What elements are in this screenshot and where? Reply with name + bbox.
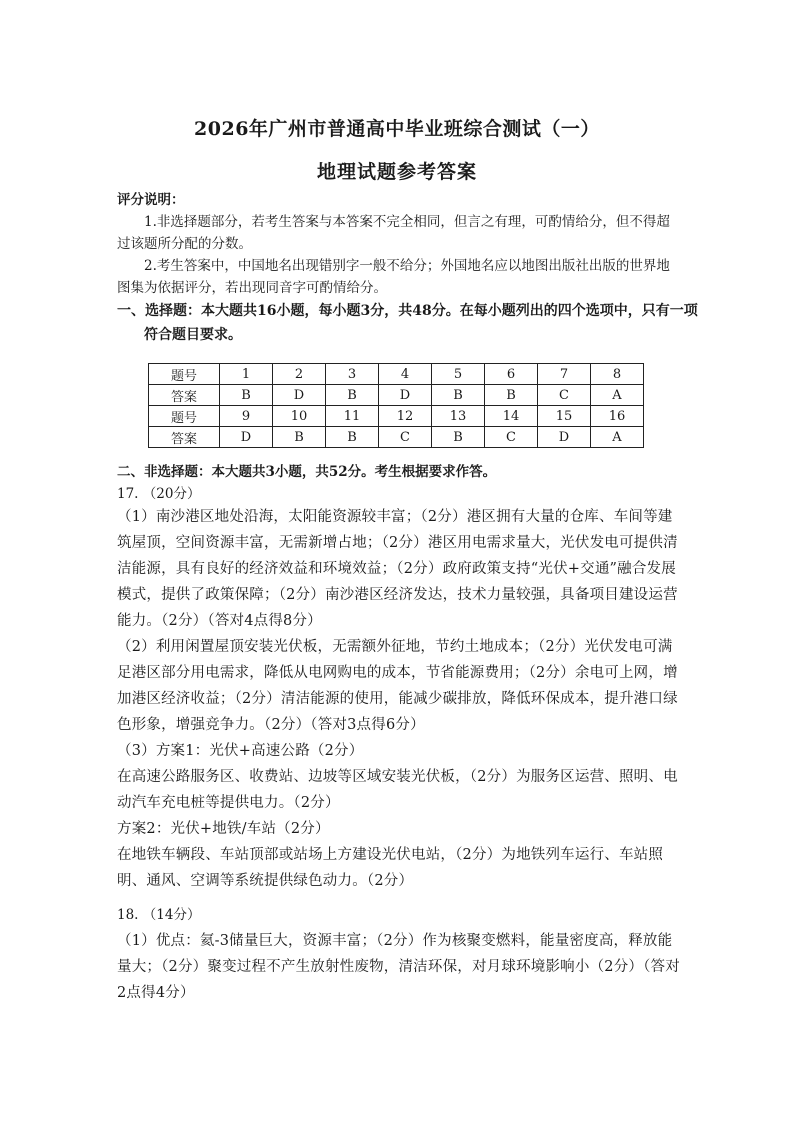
q18-number: 18. （14分）	[117, 907, 201, 923]
table-cell: 15	[538, 406, 591, 427]
table-cell: D	[220, 427, 273, 448]
page-title: 2026年广州市普通高中毕业班综合测试（一）	[194, 118, 600, 140]
table-cell: 1	[220, 364, 273, 385]
table-cell: 13	[432, 406, 485, 427]
scoring-item-1: 1.非选择题部分，若考生答案与本答案不完全相同，但言之有理，可酌情给分，但不得超过该题所分配的分数。	[117, 214, 670, 252]
q17-answers	[117, 504, 680, 894]
table-cell: 14	[485, 406, 538, 427]
table-cell: B	[485, 385, 538, 406]
scoring-item-2: 2.考生答案中，中国地名出现错别字一般不给分；外国地名应以地图出版社出版的世界地图集为依据评分，若出现同音字可酌情给分。	[117, 258, 670, 296]
table-cell: A	[591, 385, 644, 406]
table-cell: 10	[273, 406, 326, 427]
page-subtitle: 地理试题参考答案	[316, 161, 477, 183]
table-row	[149, 385, 644, 406]
table-cell: 5	[432, 364, 485, 385]
table-row	[149, 364, 644, 385]
table-cell: 16	[591, 406, 644, 427]
q17-part3-title: （3）方案1：光伏+高速公路（2分）	[117, 743, 364, 759]
q18-part1: （1）优点：氦-3储量巨大，资源丰富；（2分）作为核聚变燃料，能量密度高，释放能量大；（2分）聚变过程不产生放射性废物，清洁环保，对月球环境影响小（2分）（答对2点得4分）	[117, 933, 680, 1001]
table-cell: 4	[379, 364, 432, 385]
table-cell: 7	[538, 364, 591, 385]
table-cell: B	[326, 385, 379, 406]
table-cell: 答案	[149, 385, 220, 406]
table-cell: B	[432, 427, 485, 448]
table-cell: B	[220, 385, 273, 406]
table-cell: C	[538, 385, 591, 406]
q17-part3-plan1: 在高速公路服务区、收费站、边坡等区域安装光伏板，（2分）为服务区运营、照明、电动汽车充电桩等提供电力。（2分）	[117, 769, 678, 811]
table-cell: B	[273, 427, 326, 448]
table-cell: D	[538, 427, 591, 448]
table-cell: C	[485, 427, 538, 448]
table-cell: A	[591, 427, 644, 448]
scoring-notes	[117, 189, 677, 299]
table-cell: B	[326, 427, 379, 448]
table-row	[149, 406, 644, 427]
table-cell: D	[273, 385, 326, 406]
q17-part2: （2）利用闲置屋顶安装光伏板，无需额外征地，节约土地成本；（2分）光伏发电可满足港区部分用电需求，降低从电网购电的成本，节省能源费用；（2分）余电可上网，增加港区经济收益；（2分）清洁能源的使用，能减少碳排放，降低环保成本，提升港口绿色形象，增强竞争力。（2分）（答对3点得6分）	[117, 639, 678, 733]
table-cell: 12	[379, 406, 432, 427]
q18-answers	[117, 928, 680, 1006]
table-cell: 9	[220, 406, 273, 427]
scoring-heading: 评分说明：	[117, 192, 185, 208]
table-cell: C	[379, 427, 432, 448]
q17-number: 17. （20分）	[117, 486, 201, 502]
table-cell: 答案	[149, 427, 220, 448]
q17-part3-plan2-title: 方案2：光伏+地铁/车站（2分）	[117, 821, 330, 837]
table-cell: 8	[591, 364, 644, 385]
q17-part3-plan2: 在地铁车辆段、车站顶部或站场上方建设光伏电站，（2分）为地铁列车运行、车站照明、通风、空调等系统提供绿色动力。（2分）	[117, 847, 664, 889]
table-cell: 2	[273, 364, 326, 385]
table-cell: D	[379, 385, 432, 406]
table-cell: 6	[485, 364, 538, 385]
section1-heading: 一、选择题：本大题共16小题，每小题3分，共48分。在每小题列出的四个选项中，只有一项符合题目要求。	[117, 303, 698, 343]
table-cell: 题号	[149, 364, 220, 385]
table-cell: 3	[326, 364, 379, 385]
table-cell: 11	[326, 406, 379, 427]
multiple-choice-answer-table	[148, 363, 644, 448]
table-row	[149, 427, 644, 448]
table-cell: B	[432, 385, 485, 406]
table-cell: 题号	[149, 406, 220, 427]
q17-part1: （1）南沙港区地处沿海，太阳能资源较丰富；（2分）港区拥有大量的仓库、车间等建筑屋顶，空间资源丰富，无需新增占地；（2分）港区用电需求量大，光伏发电可提供清洁能源，具有良好的经济效益和环境效益；（2分）政府政策支持“光伏+交通”融合发展模式，提供了政策保障；（2分）南沙港区经济发达，技术力量较强，具备项目建设运营能力。（2分）（答对4点得8分）	[117, 509, 678, 629]
section2-heading: 二、非选择题：本大题共3小题，共52分。考生根据要求作答。	[117, 464, 497, 480]
